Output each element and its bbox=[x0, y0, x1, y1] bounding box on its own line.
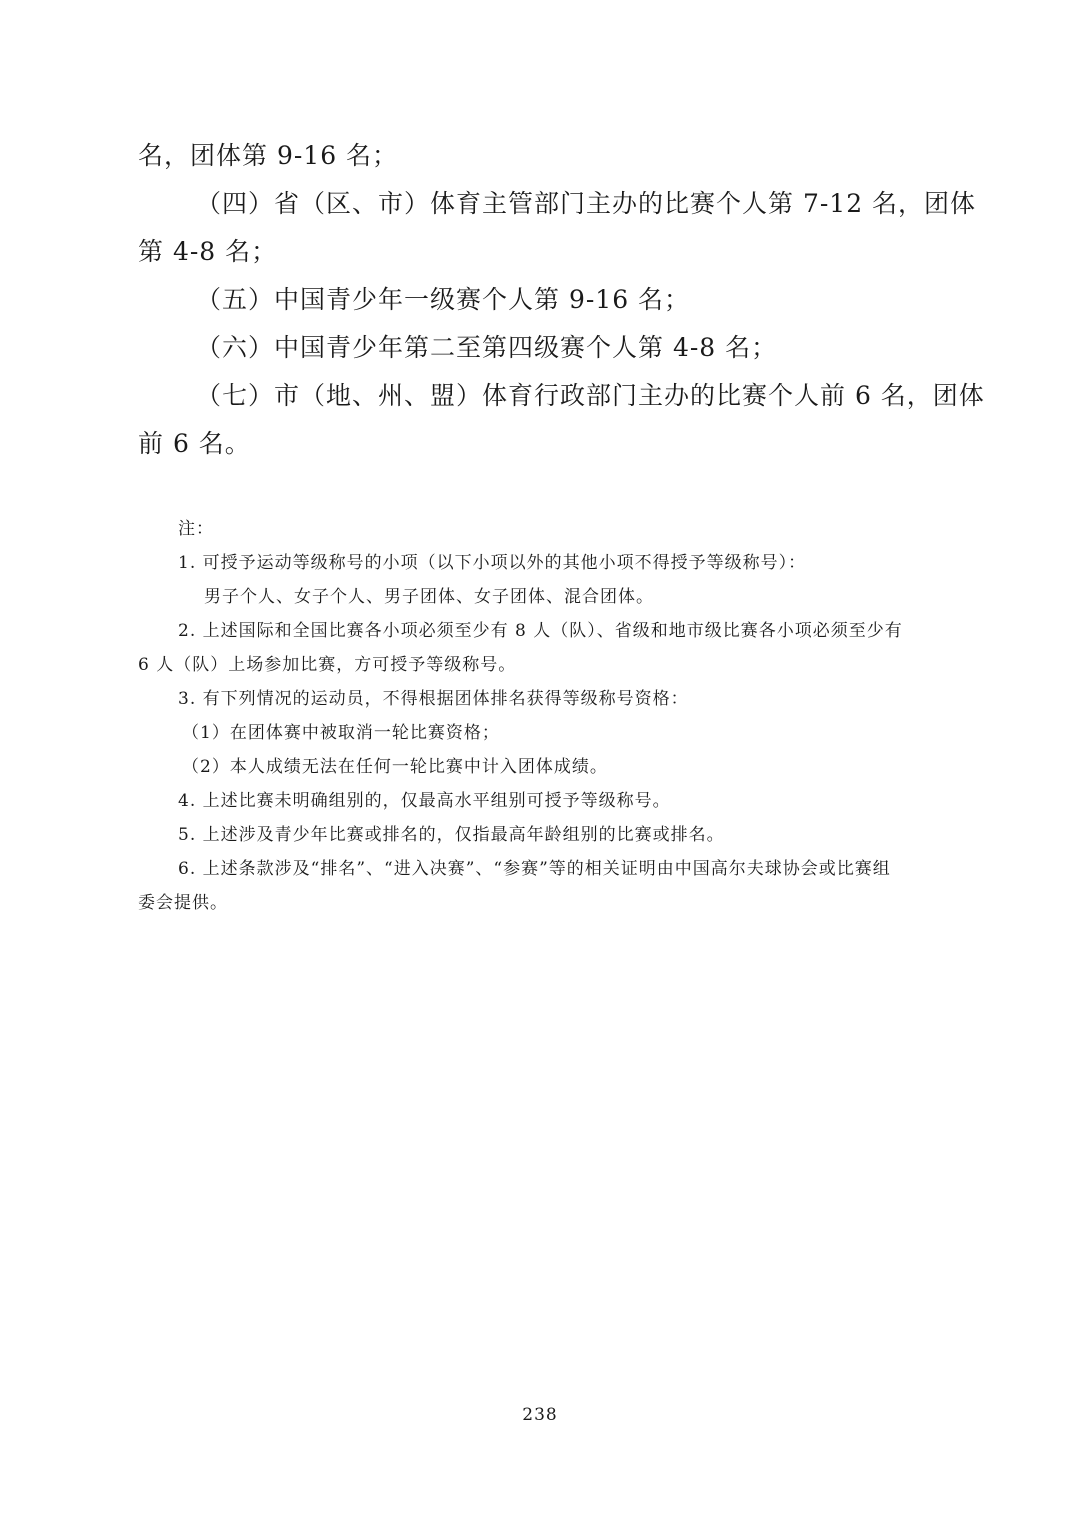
main-line: 前 6 名。 bbox=[138, 429, 251, 458]
note-line: 1. 可授予运动等级称号的小项（以下小项以外的其他小项不得授予等级称号）： bbox=[178, 553, 807, 573]
note-line: 4. 上述比赛未明确组别的，仅最高水平组别可授予等级称号。 bbox=[178, 791, 671, 811]
main-line: （七）市（地、州、盟）体育行政部门主办的比赛个人前 6 名，团体 bbox=[196, 381, 985, 410]
notes-section bbox=[138, 512, 946, 920]
note-line: 6. 上述条款涉及“排名”、“进入决赛”、“参赛”等的相关证明由中国高尔夫球协会或比赛组 bbox=[178, 859, 891, 879]
main-line: （五）中国青少年一级赛个人第 9-16 名； bbox=[196, 285, 691, 314]
note-line: 6 人（队）上场参加比赛，方可授予等级称号。 bbox=[138, 655, 517, 675]
note-line: （2）本人成绩无法在任何一轮比赛中计入团体成绩。 bbox=[182, 757, 608, 777]
note-line: 男子个人、女子个人、男子团体、女子团体、混合团体。 bbox=[204, 587, 654, 607]
notes-heading: 注： bbox=[178, 519, 214, 539]
main-text bbox=[138, 132, 985, 468]
note-line: 5. 上述涉及青少年比赛或排名的，仅指最高年龄组别的比赛或排名。 bbox=[178, 825, 725, 845]
note-line: 2. 上述国际和全国比赛各小项必须至少有 8 人（队）、省级和地市级比赛各小项必须至少有 bbox=[178, 621, 903, 641]
note-line: 委会提供。 bbox=[138, 893, 228, 913]
page-number: 238 bbox=[522, 1405, 558, 1425]
main-line: （四）省（区、市）体育主管部门主办的比赛个人第 7-12 名，团体 bbox=[196, 189, 977, 218]
note-line: 3. 有下列情况的运动员，不得根据团体排名获得等级称号资格： bbox=[178, 689, 689, 709]
main-line: （六）中国青少年第二至第四级赛个人第 4-8 名； bbox=[196, 333, 778, 362]
main-line: 第 4-8 名； bbox=[138, 237, 278, 266]
main-line: 名，团体第 9-16 名； bbox=[138, 141, 399, 170]
note-line: （1）在团体赛中被取消一轮比赛资格； bbox=[182, 723, 500, 743]
